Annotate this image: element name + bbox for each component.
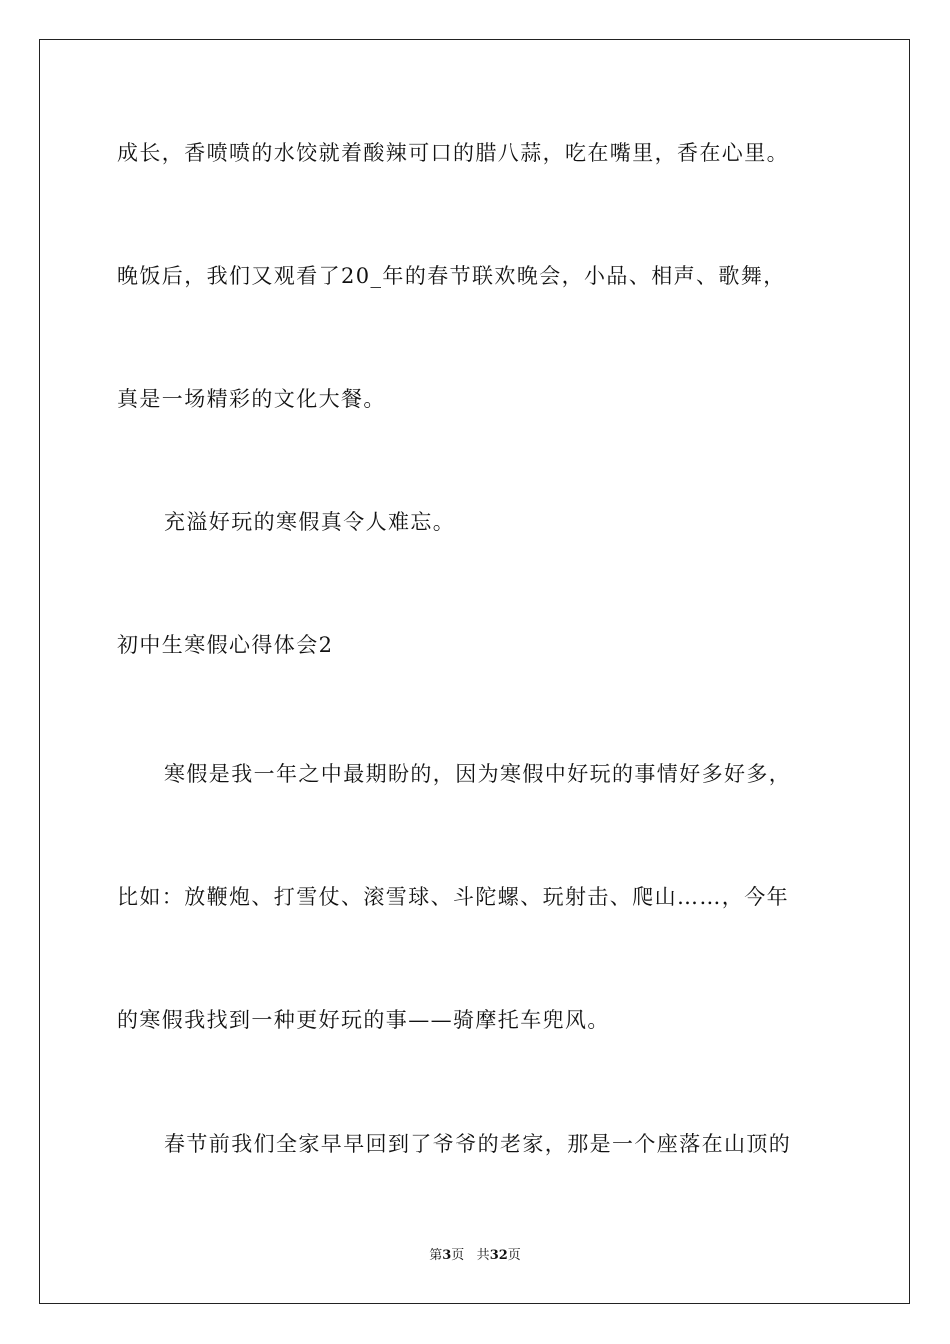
footer-total-pages: 32 — [489, 1248, 508, 1263]
body-line-1: 成长，香喷喷的水饺就着酸辣可口的腊八蒜，吃在嘴里，香在心里。 — [117, 141, 789, 165]
page-footer — [0, 1247, 950, 1265]
body-line-7: 的寒假我找到一种更好玩的事——骑摩托车兜风。 — [117, 1008, 610, 1032]
footer-current-page: 3 — [442, 1248, 452, 1263]
section-heading: 初中生寒假心得体会2 — [117, 633, 334, 657]
page-border — [39, 39, 910, 1304]
body-line-3: 真是一场精彩的文化大餐。 — [117, 387, 386, 411]
footer-total-prefix: 共 — [476, 1248, 490, 1263]
footer-page-unit: 页 — [451, 1248, 465, 1263]
footer-prefix: 第 — [429, 1248, 443, 1263]
body-line-4: 充溢好玩的寒假真令人难忘。 — [164, 510, 456, 534]
body-line-6: 比如：放鞭炮、打雪仗、滚雪球、斗陀螺、玩射击、爬山……，今年 — [117, 885, 789, 909]
body-line-5: 寒假是我一年之中最期盼的，因为寒假中好玩的事情好多好多， — [164, 762, 792, 786]
footer-total-unit: 页 — [507, 1248, 521, 1263]
body-line-8: 春节前我们全家早早回到了爷爷的老家，那是一个座落在山顶的 — [164, 1132, 792, 1156]
body-line-2: 晚饭后，我们又观看了20_年的春节联欢晚会，小品、相声、歌舞， — [117, 264, 786, 288]
